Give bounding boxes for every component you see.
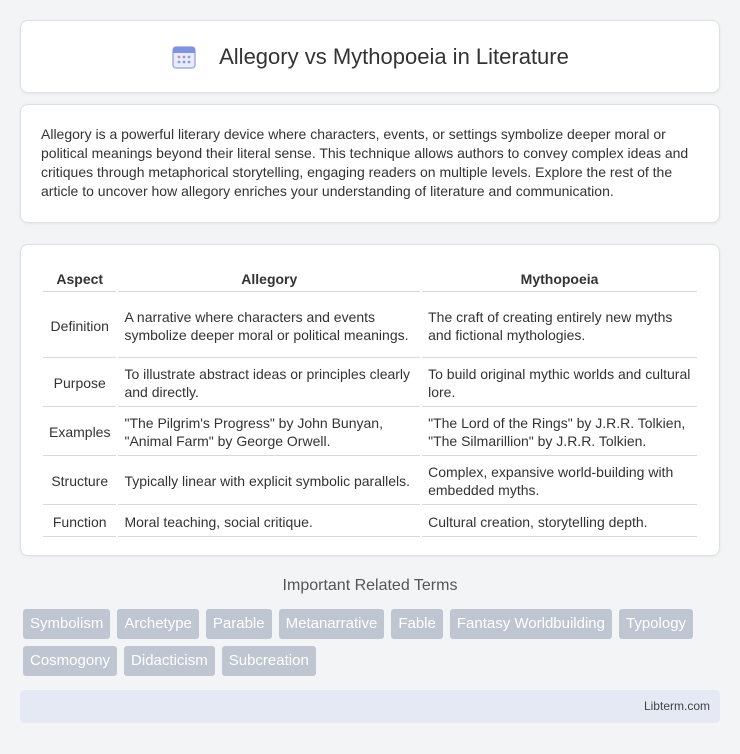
cell-mythopoeia: "The Lord of the Rings" by J.R.R. Tolkien, "The Silmarillion" by J.R.R. Tolkien. (422, 409, 697, 456)
cell-aspect: Purpose (43, 360, 116, 407)
header-allegory: Allegory (118, 267, 420, 292)
table-row (43, 360, 697, 407)
tag-fable[interactable]: Fable (391, 609, 443, 639)
cell-mythopoeia: To build original mythic worlds and cultural lore. (422, 360, 697, 407)
comparison-card (20, 244, 720, 556)
related-terms-list (23, 609, 723, 676)
page-title: Allegory vs Mythopoeia in Literature (219, 43, 569, 69)
footer-site-link[interactable]: Libterm.com (643, 699, 710, 713)
tag-parable[interactable]: Parable (206, 609, 272, 639)
tag-typology[interactable]: Typology (619, 609, 693, 639)
comparison-table (41, 265, 699, 539)
cell-allegory: Moral teaching, social critique. (118, 507, 420, 537)
header-aspect: Aspect (43, 267, 116, 292)
calendar-grid-icon (171, 44, 197, 70)
tag-symbolism[interactable]: Symbolism (23, 609, 110, 639)
tag-metanarrative[interactable]: Metanarrative (279, 609, 385, 639)
cell-aspect: Function (43, 507, 116, 537)
table-row (43, 294, 697, 358)
cell-aspect: Structure (43, 458, 116, 505)
intro-paragraph: Allegory is a powerful literary device where characters, events, or settings symbolize deeper moral or political meanings beyond their literal sense. This technique allows authors to convey complex ideas and critiques through metaphorical storytelling, engaging readers on multiple levels. Explore the rest of the article to uncover how allegory enriches your understanding of literature and communication. (41, 126, 689, 199)
tag-cosmogony[interactable]: Cosmogony (23, 646, 117, 676)
title-card (20, 20, 720, 93)
footer-bar (20, 690, 720, 723)
table-row (43, 507, 697, 537)
tag-didacticism[interactable]: Didacticism (124, 646, 215, 676)
table-header-row (43, 267, 697, 292)
tag-fantasy-worldbuilding[interactable]: Fantasy Worldbuilding (450, 609, 612, 639)
cell-aspect: Definition (43, 294, 116, 358)
related-terms-heading: Important Related Terms (282, 577, 458, 594)
tag-archetype[interactable]: Archetype (117, 609, 199, 639)
table-row (43, 409, 697, 456)
cell-allegory: A narrative where characters and events symbolize deeper moral or political meanings. (118, 294, 420, 358)
cell-allegory: To illustrate abstract ideas or principles clearly and directly. (118, 360, 420, 407)
cell-mythopoeia: Cultural creation, storytelling depth. (422, 507, 697, 537)
cell-mythopoeia: Complex, expansive world-building with embedded myths. (422, 458, 697, 505)
table-row (43, 458, 697, 505)
cell-aspect: Examples (43, 409, 116, 456)
tag-subcreation[interactable]: Subcreation (222, 646, 316, 676)
header-mythopoeia: Mythopoeia (422, 267, 697, 292)
cell-allegory: "The Pilgrim's Progress" by John Bunyan, "Animal Farm" by George Orwell. (118, 409, 420, 456)
intro-card (20, 104, 720, 223)
cell-mythopoeia: The craft of creating entirely new myths and fictional mythologies. (422, 294, 697, 358)
cell-allegory: Typically linear with explicit symbolic parallels. (118, 458, 420, 505)
